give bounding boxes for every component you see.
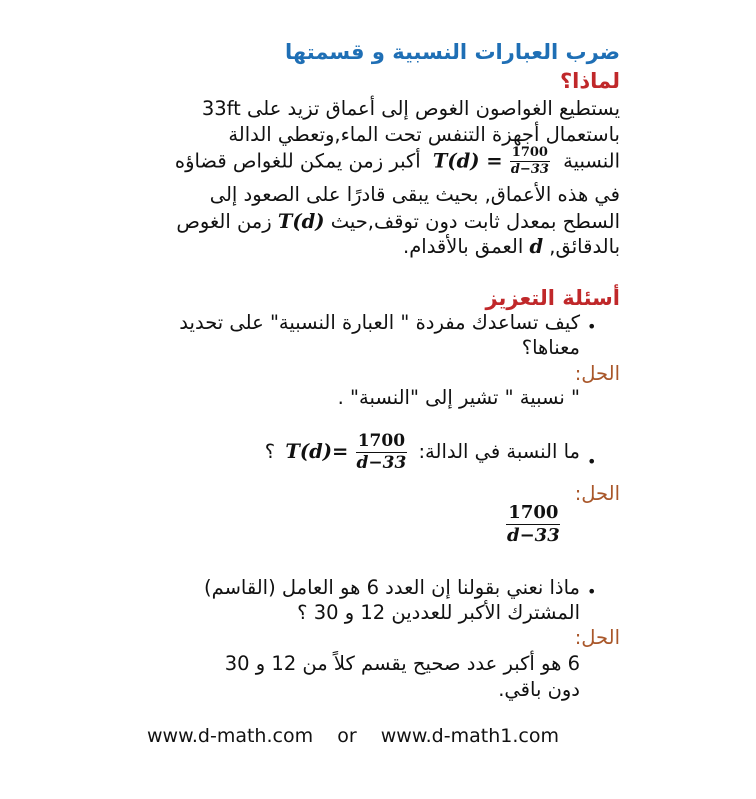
why-line-1: يستطيع الغواصون الغوص إلى أعماق تزيد على 33ft: [201, 97, 620, 120]
why-line-6-text-a: بالدقائق,: [549, 235, 620, 258]
answer-3-line-1: 6 هو أكبر عدد صحيح يقسم كلاً من 12 و 30: [224, 652, 580, 675]
answer-3-line-2: دون باقي.: [498, 678, 580, 701]
fraction-answer: [505, 503, 562, 546]
fraction-question-numerator: 1700: [357, 431, 406, 451]
solution-label-3: الحل:: [574, 626, 620, 649]
question-1-line-1: كيف تساعدك مفردة " العبارة النسبية" على تحديد: [179, 311, 580, 334]
why-line-5-text-b: زمن الغوص: [176, 210, 272, 233]
solution-label-2: الحل:: [574, 482, 620, 505]
footer-websites: www.d-math.com or www.d-math1.com: [147, 725, 559, 747]
why-line-4: في هذه الأعماق, بحيث يبقى قادرًا على الصعود إلى: [209, 183, 620, 206]
why-line-5-text-a: السطح بمعدل ثابت دون توقف,حيث: [330, 210, 620, 233]
why-line-2: باستعمال أجهزة التنفس تحت الماء,وتعطي الدالة: [228, 123, 620, 146]
question-2: [265, 432, 580, 473]
question-2-function: [285, 432, 408, 473]
answer-2: [505, 503, 562, 546]
page-title: ضرب العبارات النسبية و قسمتها: [285, 40, 620, 64]
fraction-question-denominator: d−33: [356, 452, 407, 473]
fraction-answer-numerator: 1700: [508, 502, 559, 523]
practice-heading: أسئلة التعزيز: [485, 286, 620, 310]
variable-T-of-d: T(d): [277, 210, 325, 233]
why-line-6: [403, 235, 620, 258]
question-2-text: ما النسبة في الدالة:: [418, 439, 580, 463]
why-line-3-text-a: النسبية: [563, 149, 620, 173]
bullet-3: •: [587, 582, 597, 601]
variable-d: d: [529, 235, 544, 258]
bullet-1: •: [587, 317, 597, 336]
function-label: T(d) =: [432, 149, 503, 173]
solution-label-1: الحل:: [574, 362, 620, 385]
question-3-line-2: المشترك الأكبر للعددين 12 و 30 ؟: [297, 601, 580, 624]
why-line-6-text-b: العمق بالأقدام.: [403, 235, 524, 258]
fraction-denominator: d−33: [510, 161, 549, 177]
question-3-line-1: ماذا نعني بقولنا إن العدد 6 هو العامل (القاسم): [203, 576, 580, 599]
question-2-end: ؟: [264, 439, 276, 463]
fraction-answer-denominator: d−33: [507, 524, 560, 546]
question-2-function-label: T(d)=: [285, 439, 349, 463]
fraction-numerator: 1700: [511, 145, 548, 160]
question-1-line-2: معناها؟: [521, 336, 580, 359]
why-line-3: [175, 146, 620, 178]
why-line-5: [176, 210, 620, 233]
why-line-3-text-b: أكبر زمن يمكن للغواص قضاؤه: [174, 149, 421, 173]
function-expression: [433, 146, 551, 178]
answer-1: " نسبية " تشير إلى "النسبة" .: [337, 386, 580, 409]
fraction-question: [354, 432, 408, 473]
fraction-inline: [509, 146, 551, 178]
why-heading: لماذا؟: [559, 69, 620, 93]
bullet-2: •: [587, 452, 597, 471]
